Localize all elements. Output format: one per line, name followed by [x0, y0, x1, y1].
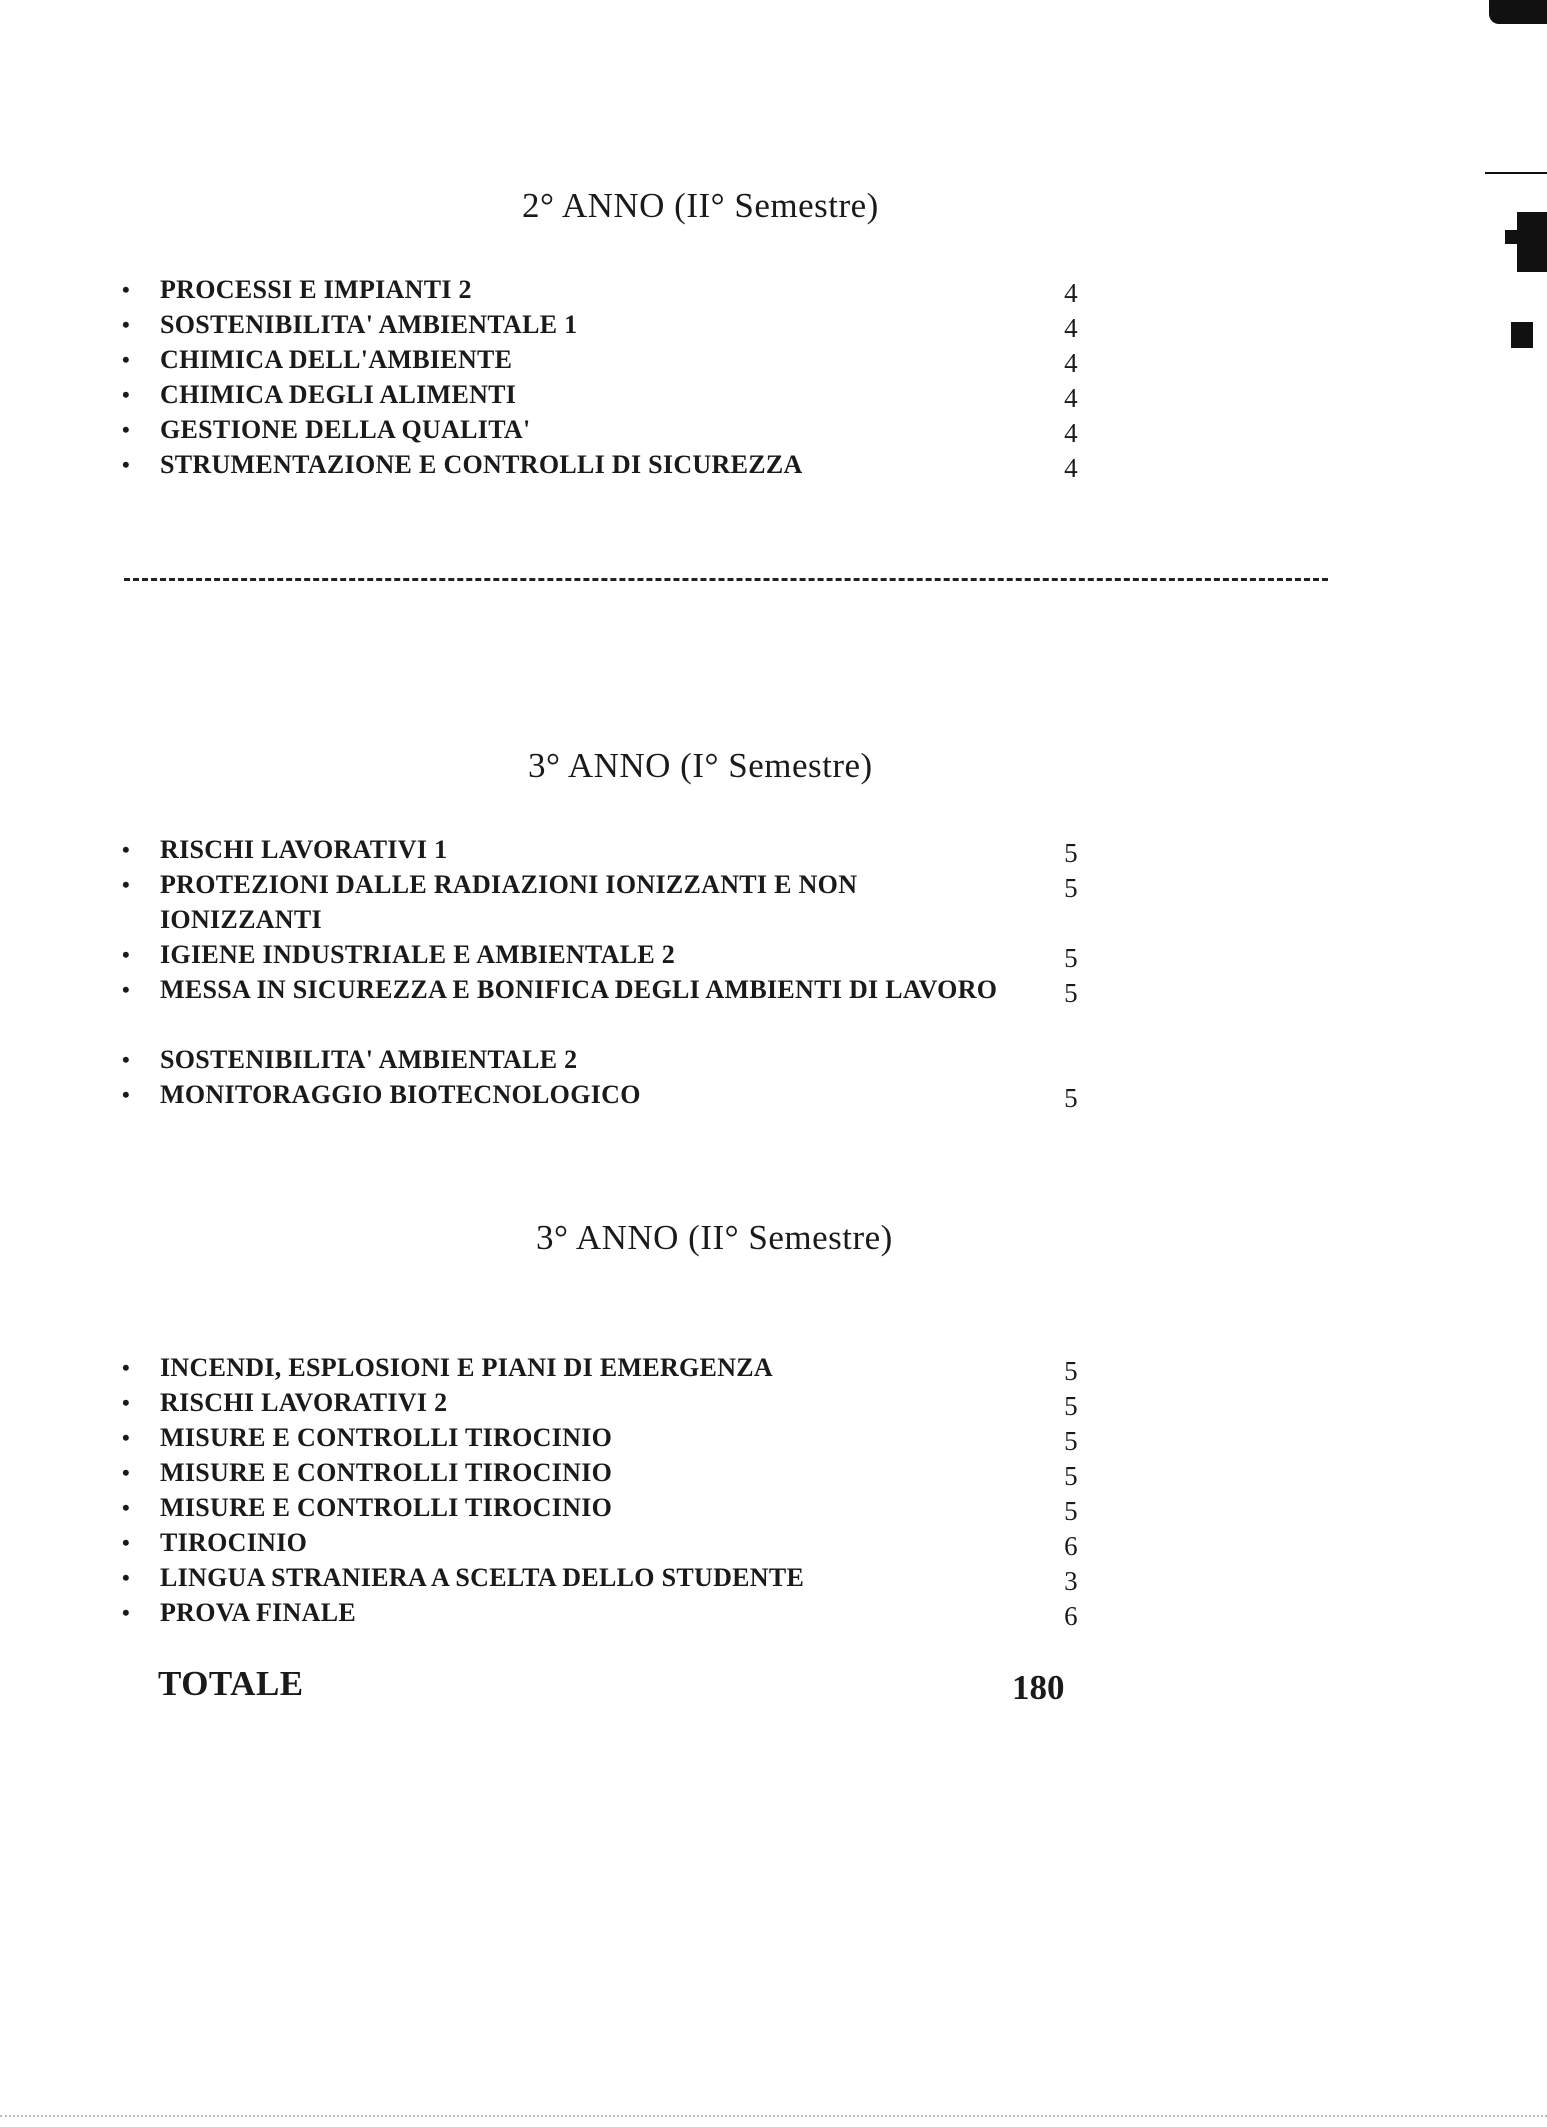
course-name: INCENDI, ESPLOSIONI E PIANI DI EMERGENZA: [160, 1353, 773, 1382]
course-credits: 5: [1064, 1391, 1078, 1421]
course-credits: 5: [1064, 1461, 1078, 1491]
list-item: [0, 342, 1547, 377]
bullet: •: [122, 977, 131, 1002]
list-item: [0, 1490, 1547, 1525]
bullet: •: [122, 1495, 131, 1520]
section-title: 3° ANNO (I° Semestre): [528, 746, 873, 785]
course-credits: 4: [1064, 313, 1078, 343]
list-item: [0, 1385, 1547, 1420]
bullet: •: [122, 417, 131, 442]
course-name: MISURE E CONTROLLI TIROCINIO: [160, 1493, 613, 1522]
course-name: RISCHI LAVORATIVI 2: [160, 1388, 448, 1417]
scan-artifact: [1505, 230, 1547, 244]
course-name: MONITORAGGIO BIOTECNOLOGICO: [160, 1080, 641, 1109]
list-item: [0, 1560, 1547, 1595]
course-name: PROVA FINALE: [160, 1598, 356, 1627]
bullet: •: [122, 277, 131, 302]
list-item: [0, 1042, 1547, 1077]
bullet: •: [122, 1600, 131, 1625]
bullet: •: [122, 347, 131, 372]
list-item: [0, 1077, 1547, 1112]
course-credits: 3: [1064, 1566, 1078, 1596]
course-name: MISURE E CONTROLLI TIROCINIO: [160, 1458, 613, 1487]
bullet: •: [122, 837, 131, 862]
course-name: CHIMICA DEGLI ALIMENTI: [160, 380, 517, 409]
list-item: [0, 937, 1547, 972]
course-name: MESSA IN SICUREZZA E BONIFICA DEGLI AMBIENTI DI LAVORO: [160, 975, 998, 1004]
list-item: [0, 1420, 1547, 1455]
bullet: •: [122, 1082, 131, 1107]
course-credits: 4: [1064, 383, 1078, 413]
course-credits: 4: [1064, 418, 1078, 448]
bullet: •: [122, 1565, 131, 1590]
course-credits: 4: [1064, 348, 1078, 378]
list-item: [0, 1455, 1547, 1490]
list-item: [0, 377, 1547, 412]
course-name: MISURE E CONTROLLI TIROCINIO: [160, 1423, 613, 1452]
list-item: [0, 272, 1547, 307]
course-name: RISCHI LAVORATIVI 1: [160, 835, 448, 864]
list-item: [0, 972, 1547, 1042]
course-credits: 5: [1064, 873, 1078, 903]
list-item: [0, 867, 1547, 937]
course-credits: 5: [1064, 978, 1078, 1008]
section-title: 3° ANNO (II° Semestre): [536, 1218, 893, 1257]
course-name: IGIENE INDUSTRIALE E AMBIENTALE 2: [160, 940, 676, 969]
course-credits: 5: [1064, 1426, 1078, 1456]
course-credits: 6: [1064, 1531, 1078, 1561]
course-name: SOSTENIBILITA' AMBIENTALE 1: [160, 310, 578, 339]
bullet: •: [122, 872, 131, 897]
bullet: •: [122, 1530, 131, 1555]
course-name: PROTEZIONI DALLE RADIAZIONI IONIZZANTI E NON IONIZZANTI: [160, 870, 858, 934]
list-item: [0, 412, 1547, 447]
course-credits: 4: [1064, 278, 1078, 308]
scan-artifact: [0, 2115, 1547, 2117]
course-credits: 5: [1064, 1356, 1078, 1386]
course-list: [0, 272, 1547, 482]
bullet: •: [122, 382, 131, 407]
course-list: [0, 1350, 1547, 1630]
bullet: •: [122, 1425, 131, 1450]
course-credits: 6: [1064, 1601, 1078, 1631]
course-name: PROCESSI E IMPIANTI 2: [160, 275, 472, 304]
total-value: 180: [1012, 1668, 1065, 1707]
course-credits: 5: [1064, 1083, 1078, 1113]
scan-artifact: [1489, 0, 1547, 24]
course-name: GESTIONE DELLA QUALITA': [160, 415, 531, 444]
course-list: [0, 832, 1547, 1112]
course-credits: 5: [1064, 838, 1078, 868]
course-name: STRUMENTAZIONE E CONTROLLI DI SICUREZZA: [160, 450, 803, 479]
course-credits: 5: [1064, 1496, 1078, 1526]
bullet: •: [122, 452, 131, 477]
course-name: TIROCINIO: [160, 1528, 308, 1557]
list-item: [0, 1525, 1547, 1560]
list-item: [0, 447, 1547, 482]
list-item: [0, 1595, 1547, 1630]
bullet: •: [122, 1460, 131, 1485]
course-name: CHIMICA DELL'AMBIENTE: [160, 345, 513, 374]
dashed-divider: [124, 578, 1328, 581]
course-name: SOSTENIBILITA' AMBIENTALE 2: [160, 1045, 578, 1074]
course-credits: 5: [1064, 943, 1078, 973]
bullet: •: [122, 312, 131, 337]
total-label: TOTALE: [158, 1664, 304, 1703]
course-name: LINGUA STRANIERA A SCELTA DELLO STUDENTE: [160, 1563, 805, 1592]
bullet: •: [122, 942, 131, 967]
bullet: •: [122, 1355, 131, 1380]
list-item: [0, 1350, 1547, 1385]
list-item: [0, 307, 1547, 342]
list-item: [0, 832, 1547, 867]
scan-artifact: [1485, 172, 1547, 174]
bullet: •: [122, 1047, 131, 1072]
course-credits: 4: [1064, 453, 1078, 483]
section-title: 2° ANNO (II° Semestre): [522, 186, 879, 225]
bullet: •: [122, 1390, 131, 1415]
